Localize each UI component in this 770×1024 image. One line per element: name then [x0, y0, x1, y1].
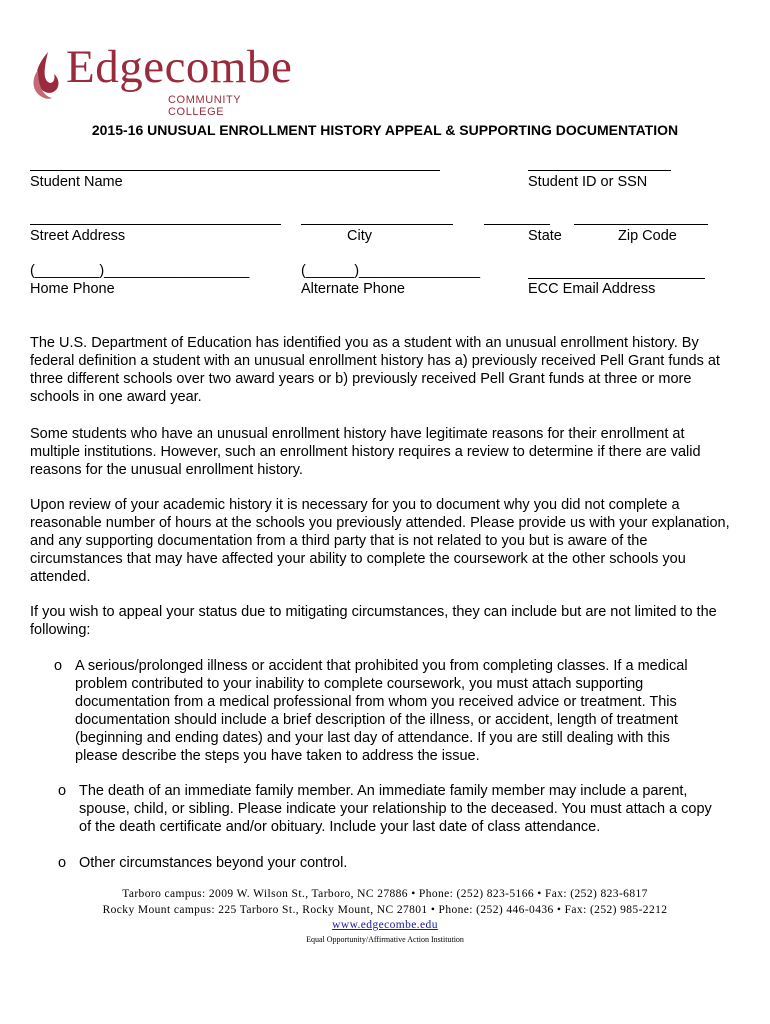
bullet-marker: o — [58, 783, 67, 799]
website-link[interactable]: www.edgecombe.edu — [332, 919, 438, 931]
street-address-line[interactable] — [30, 224, 281, 225]
bullet-marker: o — [54, 658, 63, 674]
state-label: State — [528, 228, 562, 244]
state-line[interactable] — [484, 224, 550, 225]
alt-phone-label: Alternate Phone — [301, 281, 405, 297]
flame-icon — [30, 50, 64, 102]
bullet-marker: o — [58, 855, 67, 871]
student-name-line[interactable] — [30, 170, 440, 171]
logo-subtitle: COMMUNITY COLLEGE — [168, 94, 242, 118]
alt-phone-blank[interactable]: (______)_______________ — [301, 263, 481, 279]
street-address-label: Street Address — [30, 228, 126, 244]
paragraph-documentation: Upon review of your academic history it is necessary for you to document why you did not complete a reasonable number of hours at the schools you previously attended. Please provide us with your explanation, and any supporting documentation from a third party that is not related to you but is aware of the circumstances that may have affected your ability to complete the coursework at the other schools you attended. — [30, 497, 730, 585]
page-title: 2015-16 UNUSUAL ENROLLMENT HISTORY APPEAL & SUPPORTING DOCUMENTATION — [91, 122, 679, 138]
email-line[interactable] — [528, 278, 705, 279]
paragraph-legitimate-reasons: Some students who have an unusual enrollment history have legitimate reasons for their enrollment at multiple institutions. However, such an enrollment history requires a review to determine if there are valid reasons for the unusual enrollment history. — [30, 426, 701, 478]
paragraph-intro: The U.S. Department of Education has identified you as a student with an unusual enrollment history. By federal definition a student with an unusual enrollment history has a) previously received Pell Grant funds at three different schools over two award years or b) previously received Pell Grant funds at three or more schools in one award year. — [30, 335, 720, 405]
bullet-text: Other circumstances beyond your control. — [79, 855, 348, 871]
zip-line[interactable] — [574, 224, 708, 225]
footer-rocky-mount: Rocky Mount campus: 225 Tarboro St., Rocky Mount, NC 27801 • Phone: (252) 446-0436 • Fax: (252) 985-2212 — [102, 904, 668, 916]
home-phone-blank[interactable]: (________)__________________ — [30, 263, 250, 279]
city-line[interactable] — [301, 224, 453, 225]
footer-eo-statement: Equal Opportunity/Affirmative Action Institution — [306, 935, 464, 944]
footer-website — [0, 919, 770, 931]
city-label: City — [347, 228, 372, 244]
college-logo — [30, 41, 293, 118]
zip-label: Zip Code — [618, 228, 677, 244]
student-name-label: Student Name — [30, 174, 123, 190]
bullet-text: A serious/prolonged illness or accident that prohibited you from completing classes. If a medical problem contributed to your inability to complete coursework, you must attach supporting documentation from a medical professional from whom you received advice or treatment. This documentation should include a brief description of the illness, or accident, length of treatment (beginning and ending dates) and your last day of attendance. If you are still dealing with this please describe the steps you have taken to address the issue. — [75, 658, 688, 764]
student-id-line[interactable] — [528, 170, 671, 171]
bullet-text: The death of an immediate family member. An immediate family member may include a parent, spouse, child, or sibling. Please indicate your relationship to the deceased. You must attach a copy of the death certificate and/or obituary. Include your last date of class attendance. — [79, 783, 712, 835]
student-id-label: Student ID or SSN — [528, 174, 648, 190]
email-label: ECC Email Address — [528, 281, 656, 297]
logo-name: Edgecombe — [66, 41, 293, 93]
home-phone-label: Home Phone — [30, 281, 115, 297]
paragraph-appeal: If you wish to appeal your status due to mitigating circumstances, they can include but are not limited to the following: — [30, 604, 717, 638]
footer-tarboro: Tarboro campus: 2009 W. Wilson St., Tarboro, NC 27886 • Phone: (252) 823-5166 • Fax: (252) 823-6817 — [122, 888, 648, 900]
